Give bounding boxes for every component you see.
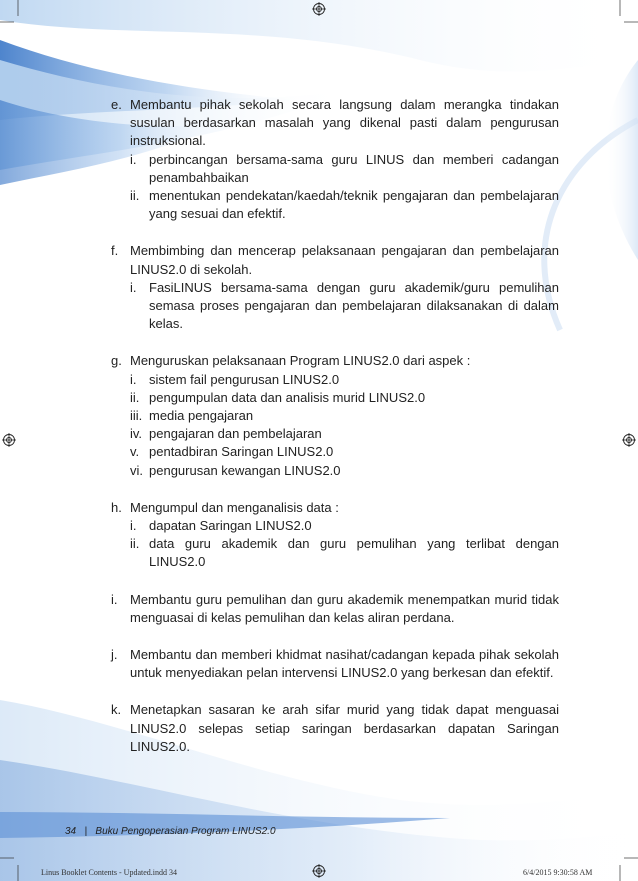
item-marker: g. <box>111 353 122 369</box>
print-slug-datetime: 6/4/2015 9:30:58 AM <box>523 868 593 877</box>
registration-mark-icon <box>2 433 16 447</box>
list-item <box>111 96 559 223</box>
sub-marker: i. <box>130 518 137 534</box>
registration-mark-icon <box>622 433 636 447</box>
sub-list-item <box>130 462 559 480</box>
item-marker: f. <box>111 243 119 259</box>
sub-list-item <box>130 425 559 443</box>
registration-mark-icon <box>312 2 326 16</box>
item-marker: h. <box>111 499 122 515</box>
sub-text: sistem fail pengurusan LINUS2.0 <box>149 371 340 387</box>
sub-text: FasiLINUS bersama-sama dengan guru akademik/guru pemulihan semasa proses pengajaran dan pembelajaran dilaksanakan di dalam kelas. <box>149 279 559 332</box>
sub-list <box>130 371 559 480</box>
footer-separator: | <box>84 826 88 837</box>
sub-text: media pengajaran <box>149 408 254 424</box>
sub-text: perbincangan bersama-sama guru LINUS dan memberi cadangan penambahbaikan <box>149 151 559 185</box>
list-item <box>111 701 559 756</box>
sub-marker: i. <box>130 151 137 167</box>
sub-list-item <box>130 371 559 389</box>
item-text: Membimbing dan mencerap pelaksanaan pengajaran dan pembelajaran LINUS2.0 di sekolah. <box>130 243 559 277</box>
registration-mark-icon <box>312 864 326 878</box>
sub-marker: iii. <box>130 408 143 424</box>
item-text: Membantu guru pemulihan dan guru akademik menempatkan murid tidak menguasai di kelas pemulihan dan kelas aliran perdana. <box>130 591 559 625</box>
item-marker: k. <box>111 702 122 718</box>
item-text: Menetapkan sasaran ke arah sifar murid yang tidak dapat menguasai LINUS2.0 selepas setiap saringan berdasarkan dapatan Saringan LINUS2.0. <box>130 702 559 754</box>
sub-text: pengumpulan data dan analisis murid LINUS2.0 <box>149 389 426 405</box>
sub-text: data guru akademik dan guru pemulihan yang terlibat dengan LINUS2.0 <box>149 536 559 570</box>
sub-list-item <box>130 279 559 334</box>
print-slug-file: Linus Booklet Contents - Updated.indd 34 <box>41 868 177 877</box>
item-marker: j. <box>111 647 118 663</box>
list-item <box>111 591 559 627</box>
item-text: Membantu dan memberi khidmat nasihat/cadangan kepada pihak sekolah untuk menyediakan pelan intervensi LINUS2.0 yang berkesan dan efektif. <box>130 647 559 681</box>
item-text: Membantu pihak sekolah secara langsung dalam merangka tindakan susulan berdasarkan masalah yang dikenal pasti dalam pengurusan instruksional. <box>130 97 559 149</box>
sub-marker: vi. <box>130 462 143 478</box>
list-item <box>111 646 559 682</box>
sub-list-item <box>130 407 559 425</box>
sub-list <box>130 517 559 572</box>
sub-text: pentadbiran Saringan LINUS2.0 <box>149 444 334 460</box>
sub-marker: iv. <box>130 426 143 442</box>
sub-list-item <box>130 535 559 571</box>
sub-list-item <box>130 389 559 407</box>
sub-marker: ii. <box>130 536 140 552</box>
list-item <box>111 242 559 333</box>
list-item <box>111 352 559 479</box>
sub-list-item <box>130 151 559 187</box>
page-number: 34 <box>65 826 77 837</box>
sub-text: pengajaran dan pembelajaran <box>149 426 322 442</box>
sub-text: menentukan pendekatan/kaedah/teknik pengajaran dan pembelajaran yang sesuai dan efektif. <box>149 188 559 222</box>
item-marker: e. <box>111 97 122 112</box>
sub-marker: i. <box>130 279 137 295</box>
document-body <box>111 96 559 775</box>
sub-text: dapatan Saringan LINUS2.0 <box>149 518 312 534</box>
sub-text: pengurusan kewangan LINUS2.0 <box>149 462 341 478</box>
page-footer <box>65 826 276 837</box>
sub-list-item <box>130 187 559 223</box>
book-title: Buku Pengoperasian Program LINUS2.0 <box>95 826 276 837</box>
sub-list-item <box>130 517 559 535</box>
sub-marker: v. <box>130 444 140 460</box>
sub-marker: i. <box>130 371 137 387</box>
sub-marker: ii. <box>130 188 140 204</box>
sub-list <box>130 151 559 224</box>
item-text: Menguruskan pelaksanaan Program LINUS2.0 dari aspek : <box>130 353 471 369</box>
item-text: Mengumpul dan menganalisis data : <box>130 499 339 515</box>
item-marker: i. <box>111 591 118 607</box>
sub-list-item <box>130 443 559 461</box>
sub-marker: ii. <box>130 389 140 405</box>
list-item <box>111 499 559 572</box>
sub-list <box>130 279 559 334</box>
